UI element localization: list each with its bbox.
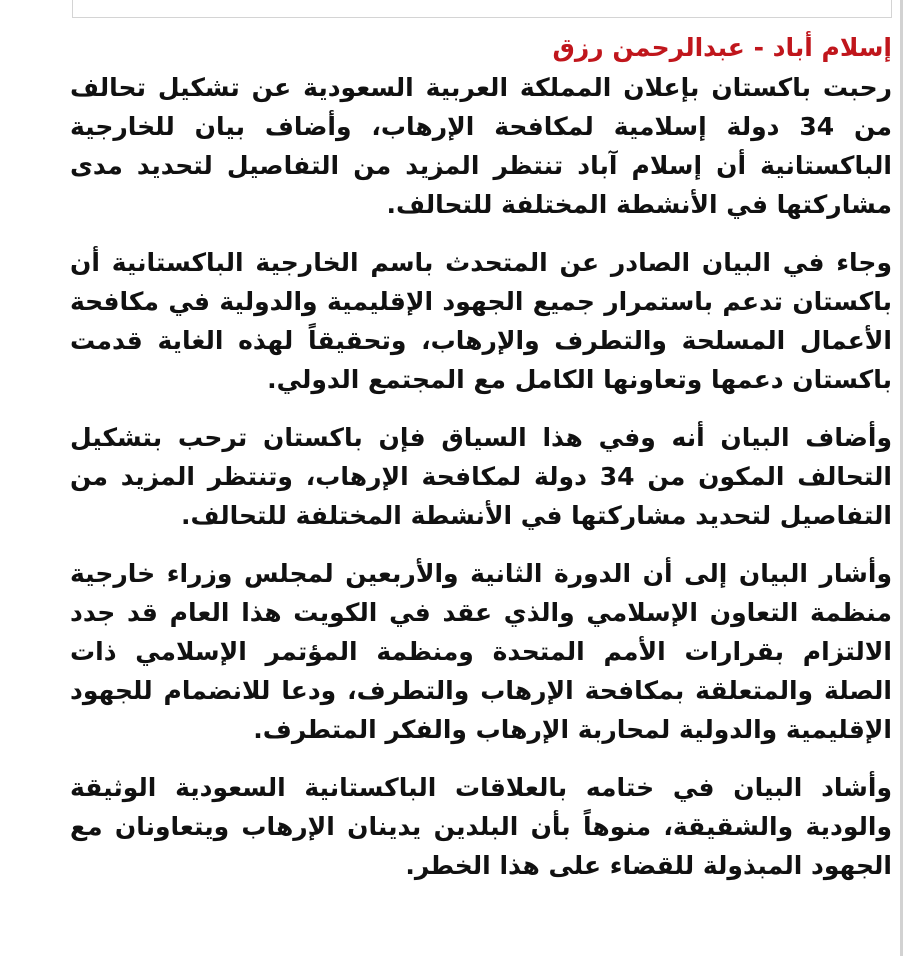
top-content-box [72,0,892,18]
paragraph-3: وأضاف البيان أنه وفي هذا السياق فإن باكستان ترحب بتشكيل التحالف المكون من 34 دولة لمكافحة الإرهاب، وتنتظر المزيد من التفاصيل لتحديد مشاركتها في الأنشطة المختلفة للتحالف. [70,423,892,530]
paragraph-4: وأشار البيان إلى أن الدورة الثانية والأربعين لمجلس وزراء خارجية منظمة التعاون الإسلامي والذي عقد في الكويت هذا العام قد جدد الالتزام بقرارات الأمم المتحدة ومنظمة المؤتمر الإسلامي ذات الصلة والمتعلقة بمكافحة الإرهاب والتطرف، ودعا للانضمام للجهود الإقليمية والدولية لمحاربة الإرهاب والفكر المتطرف. [70,559,892,744]
article-body [70,30,892,904]
paragraph-1: رحبت باكستان بإعلان المملكة العربية السعودية عن تشكيل تحالف من 34 دولة إسلامية لمكافحة الإرهاب، وأضاف بيان للخارجية الباكستانية أن إسلام آباد تنتظر المزيد من التفاصيل لتحديد مدى مشاركتها في الأنشطة المختلفة للتحالف. [70,73,892,219]
paragraph-2: وجاء في البيان الصادر عن المتحدث باسم الخارجية الباكستانية أن باكستان تدعم باستمرار جميع الجهود الإقليمية والدولية في مكافحة الأعمال المسلحة والتطرف والإرهاب، وتحقيقاً لهذه الغاية قدمت باكستان دعمها وتعاونها الكامل مع المجتمع الدولي. [70,248,892,394]
article-byline: إسلام أباد - عبدالرحمن رزق [552,33,892,62]
paragraph-5: وأشاد البيان في ختامه بالعلاقات الباكستانية السعودية الوثيقة والودية والشقيقة، منوهاً بأن البلدين يدينان الإرهاب ويتعاونان مع الجهود المبذولة للقضاء على هذا الخطر. [70,773,892,880]
